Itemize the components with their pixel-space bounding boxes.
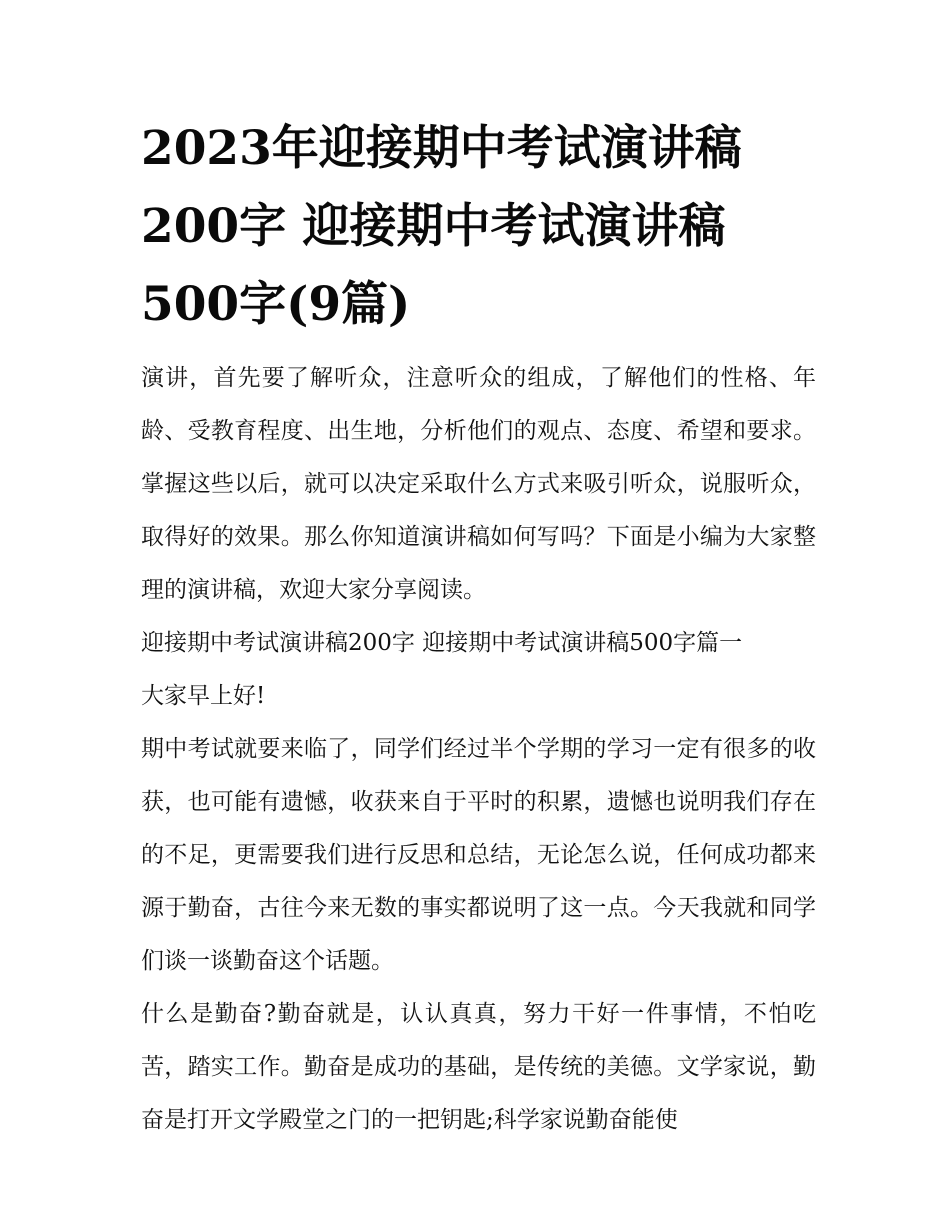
document-title: 2023年迎接期中考试演讲稿200字 迎接期中考试演讲稿500字(9篇) (141, 121, 742, 332)
document-body (141, 110, 816, 1147)
section-heading: 迎接期中考试演讲稿200字 迎接期中考试演讲稿500字篇一 (141, 630, 743, 656)
body-paragraph: 什么是勤奋?勤奋就是，认认真真，努力干好一件事情，不怕吃苦，踏实工作。勤奋是成功的基础，是传统的美德。文学家说，勤奋是打开文学殿堂之门的一把钥匙;科学家说勤奋能使 (141, 1001, 816, 1133)
body-paragraph: 期中考试就要来临了，同学们经过半个学期的学习一定有很多的收获，也可能有遗憾，收获来自于平时的积累，遗憾也说明我们存在的不足，更需要我们进行反思和总结，无论怎么说，任何成功都来源于勤奋，古往今来无数的事实都说明了这一点。今天我就和同学们谈一谈勤奋这个话题。 (141, 736, 816, 974)
intro-paragraph: 演讲，首先要了解听众，注意听众的组成，了解他们的性格、年龄、受教育程度、出生地，分析他们的观点、态度、希望和要求。掌握这些以后，就可以决定采取什么方式来吸引听众，说服听众，取得好的效果。那么你知道演讲稿如何写吗？下面是小编为大家整理的演讲稿，欢迎大家分享阅读。 (141, 365, 816, 603)
greeting-paragraph: 大家早上好! (141, 683, 266, 709)
